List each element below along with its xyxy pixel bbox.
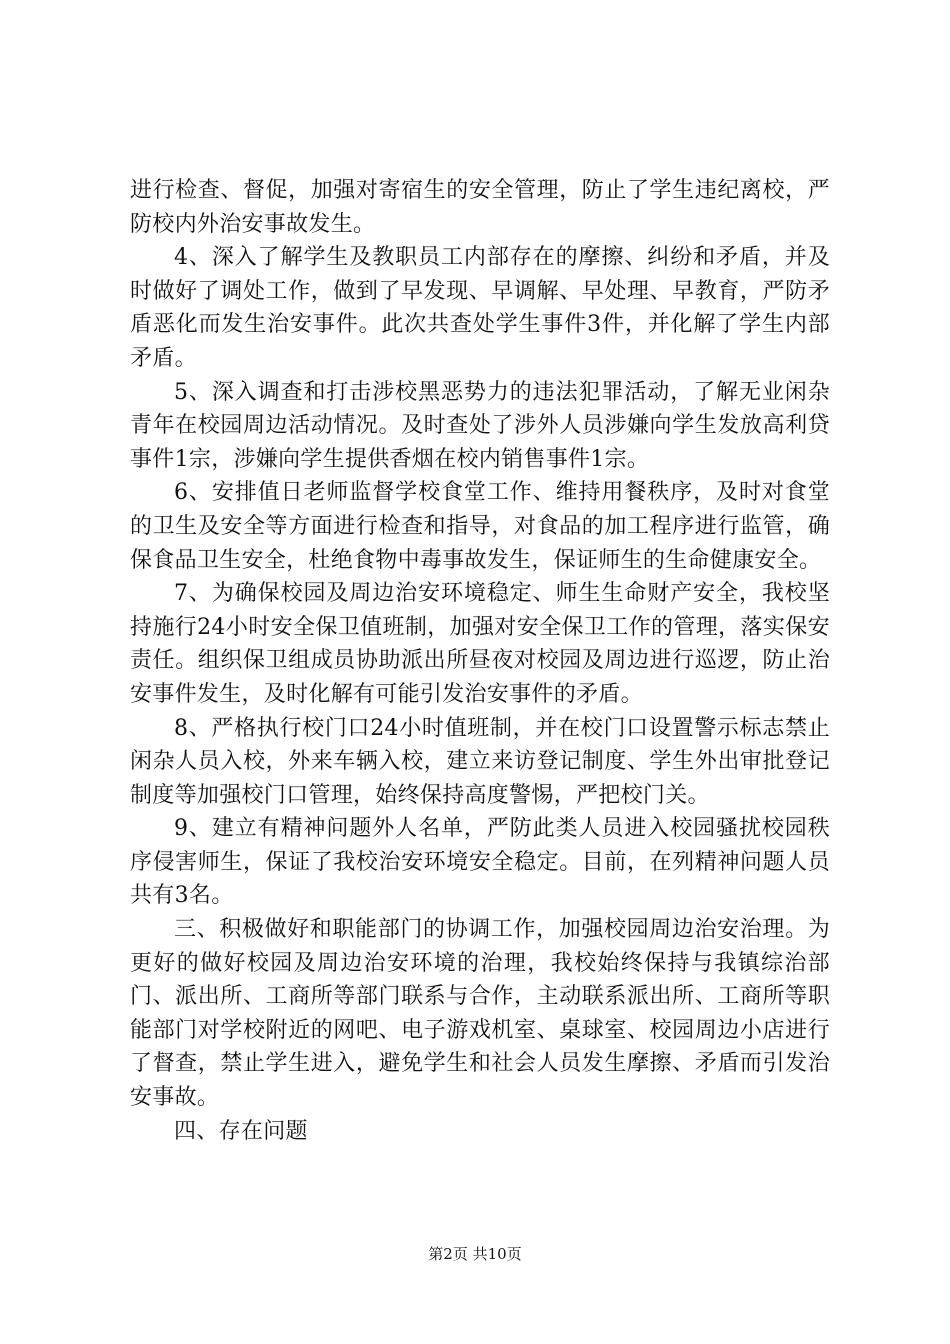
paragraph-5: 7、为确保校园及周边治安环境稳定、师生生命财产安全，我校坚持施行24小时安全保卫值班制，加强对安全保卫工作的管理，落实保安责任。组织保卫组成员协助派出所昼夜对校园及周边进行巡逻，防止治安事件发生，及时化解有可能引发治安事件的矛盾。 (130, 581, 830, 707)
paragraph-4: 6、安排值日老师监督学校食堂工作、维持用餐秩序，及时对食堂的卫生及安全等方面进行检查和指导，对食品的加工程序进行监管，确保食品卫生安全，杜绝食物中毒事故发生，保证师生的生命健康安全。 (130, 480, 830, 573)
paragraph-7: 9、建立有精神问题外人名单，严防此类人员进入校园骚扰校园秩序侵害师生，保证了我校治安环境安全稳定。目前，在列精神问题人员共有3名。 (130, 816, 830, 909)
paragraph-3: 5、深入调查和打击涉校黑恶势力的违法犯罪活动，了解无业闲杂青年在校园周边活动情况。及时查处了涉外人员涉嫌向学生发放高利贷事件1宗，涉嫌向学生提供香烟在校内销售事件1宗。 (130, 379, 830, 472)
paragraph-1: 进行检查、督促，加强对寄宿生的安全管理，防止了学生违纪离校，严防校内外治安事故发生。 (130, 178, 830, 237)
paragraph-8: 三、积极做好和职能部门的协调工作，加强校园周边治安治理。为更好的做好校园及周边治安环境的治理，我校始终保持与我镇综治部门、派出所、工商所等部门联系与合作，主动联系派出所、工商所等职能部门对学校附近的网吧、电子游戏机室、桌球室、校园周边小店进行了督查，禁止学生进入，避免学生和社会人员发生摩擦、矛盾而引发治安事故。 (130, 917, 830, 1111)
paragraph-6: 8、严格执行校门口24小时值班制，并在校门口设置警示标志禁止闲杂人员入校，外来车辆入校，建立来访登记制度、学生外出审批登记制度等加强校门口管理，始终保持高度警惕，严把校门关。 (130, 715, 830, 808)
page-number-footer: 第2页 共10页 (428, 1245, 522, 1263)
section-heading-problems: 四、存在问题 (174, 1118, 308, 1144)
paragraph-2: 4、深入了解学生及教职员工内部存在的摩擦、纠纷和矛盾，并及时做好了调处工作，做到了早发现、早调解、早处理、早教育，严防矛盾恶化而发生治安事件。此次共查处学生事件3件，并化解了学生内部矛盾。 (130, 245, 830, 371)
document-body (130, 174, 830, 1148)
